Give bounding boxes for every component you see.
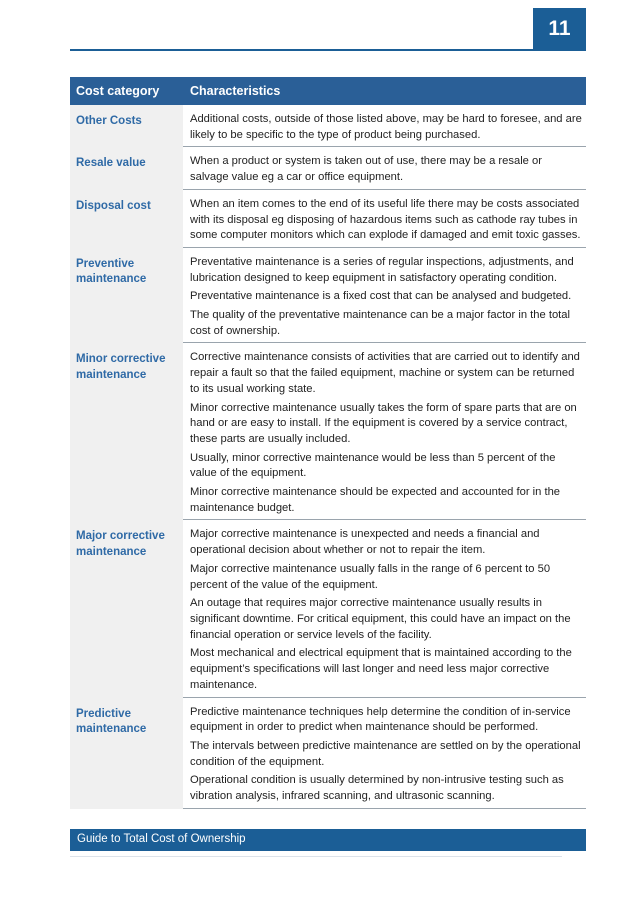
characteristics-paragraph: When an item comes to the end of its useful life there may be costs associated with its disposal eg disposing of hazardous items such as cathode ray tubes in some computer monitors which can explode if damaged and emit toxic gasses. [190, 197, 581, 242]
characteristics-paragraph: The quality of the preventative maintenance can be a major factor in the total cost of ownership. [190, 309, 570, 337]
characteristics-paragraph: Corrective maintenance consists of activities that are carried out to identify and repair a fault so that the failed equipment, machine or system can be returned to its usual working state. [190, 351, 580, 395]
footer-rule [70, 856, 562, 857]
page-number-text: 11 [548, 17, 571, 40]
table-row [70, 105, 586, 147]
characteristics-paragraph: Major corrective maintenance is unexpected and needs a financial and operational decision about whether or not to repair the item. [190, 528, 540, 557]
footer-title: Guide to Total Cost of Ownership [77, 833, 246, 845]
table-header [70, 77, 586, 105]
characteristics-cell [183, 248, 586, 344]
table-row [70, 147, 586, 189]
table-row [70, 520, 586, 697]
characteristics-cell [183, 105, 586, 147]
table-row [70, 698, 586, 809]
characteristics-paragraph: An outage that requires major corrective maintenance usually results in significant downtime. For critical equipment, this could have an impact on the financial operation or service levels of the facility. [190, 597, 571, 641]
table-row [70, 190, 586, 248]
characteristics-paragraph: Predictive maintenance techniques help determine the condition of in-service equipment in order to predict when maintenance should be performed. [190, 705, 571, 734]
characteristics-paragraph: Usually, minor corrective maintenance would be less than 5 percent of the value of the equipment. [190, 451, 556, 480]
characteristics-paragraph: Minor corrective maintenance usually takes the form of spare parts that are on hand or are easy to install. If the equipment is covered by a service contract, these parts are usually included. [190, 401, 577, 445]
characteristics-cell [183, 698, 586, 809]
characteristics-paragraph: Preventative maintenance is a series of regular inspections, adjustments, and lubrication designed to keep equipment in satisfactory operating condition. [190, 255, 574, 284]
characteristics-cell [183, 147, 586, 189]
cost-category-cell: Preventive maintenance [70, 248, 183, 344]
cost-category-cell: Major corrective maintenance [70, 520, 183, 697]
cost-category-cell: Predictive maintenance [70, 698, 183, 809]
characteristics-cell [183, 190, 586, 248]
cost-category-cell: Other Costs [70, 105, 183, 147]
footer-bar [70, 829, 586, 851]
page-number [533, 8, 586, 50]
characteristics-paragraph: Operational condition is usually determined by non-intrusive testing such as vibration analysis, infrared scanning, and ultrasonic scanning. [190, 774, 564, 803]
characteristics-paragraph: Preventative maintenance is a fixed cost that can be analysed and budgeted. [190, 290, 572, 303]
characteristics-paragraph: Major corrective maintenance usually falls in the range of 6 percent to 50 percent of the value of the equipment. [190, 562, 551, 591]
cost-table-body [70, 105, 586, 809]
header-characteristics: Characteristics [190, 84, 281, 98]
characteristics-paragraph: Most mechanical and electrical equipment that is maintained according to the equipment’s specifications will last longer and need less major corrective maintenance. [190, 647, 572, 691]
cost-category-cell: Minor corrective maintenance [70, 343, 183, 520]
characteristics-cell [183, 520, 586, 697]
table-row [70, 343, 586, 520]
characteristics-paragraph: The intervals between predictive maintenance are settled on by the operational condition of the equipment. [190, 739, 581, 768]
characteristics-paragraph: When a product or system is taken out of use, there may be a resale or salvage value eg a car or office equipment. [190, 155, 542, 184]
characteristics-paragraph: Minor corrective maintenance should be expected and accounted for in the maintenance budget. [190, 486, 561, 514]
header-cost-category: Cost category [76, 84, 160, 98]
cost-category-cell: Disposal cost [70, 190, 183, 248]
header-rule [70, 49, 586, 51]
cost-category-cell: Resale value [70, 147, 183, 189]
characteristics-paragraph: Additional costs, outside of those listed above, may be hard to foresee, and are likely to be specific to the type of product being purchased. [190, 113, 582, 141]
table-row [70, 248, 586, 344]
characteristics-cell [183, 343, 586, 520]
